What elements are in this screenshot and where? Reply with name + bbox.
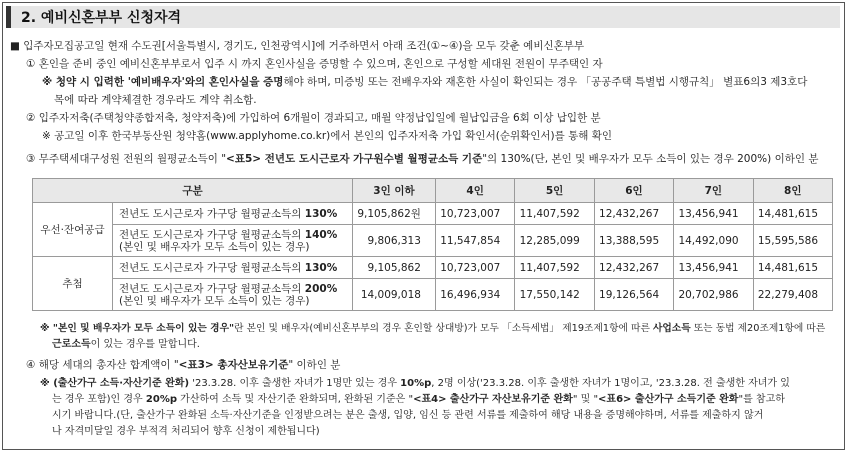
income-note: ※ "본인 및 배우자가 모두 소득이 있는 경우"란 본인 및 배우자(예비신혼부부의 경우 혼인할 상대방)가 모두 「소득세법」 제19조제1항에 따른 사업소득 또는 동법 제20조제1항에 따른 [40,323,826,334]
row-desc: 전년도 도시근로자 가구당 월평균소득의 200% (본인 및 배우자가 모두 소득이 있는 경우) [113,279,353,311]
birth-note-cont-3: 나 자격미달일 경우 부적격 처리되어 향후 신청이 제한됩니다) [52,426,320,437]
table-cell: 10,723,007 [435,257,514,279]
condition-2-note: ※ 공고일 이후 한국부동산원 청약홈(www.applyhome.co.kr)에서 본인의 입주자저축 가입 확인서(순위확인서)를 통해 확인 [42,130,613,142]
condition-1-note-rest: 해야 하며, 미증빙 또는 전배우자와 재혼한 사실이 확인되는 경우 「공공주택 특별법 시행규칙」 별표6의3 제3호다 [283,76,808,88]
table-cell: 14,481,615 [753,203,832,225]
condition-3 [26,152,818,166]
table-cell: 22,279,408 [753,279,832,311]
row-desc: 전년도 도시근로자 가구당 월평균소득의 140% (본인 및 배우자가 모두 소득이 있는 경우) [113,225,353,257]
row-desc: 전년도 도시근로자 가구당 월평균소득의 130% [113,203,353,225]
table-cell: 11,547,854 [435,225,514,257]
table-cell: 16,496,934 [435,279,514,311]
row-desc: 전년도 도시근로자 가구당 월평균소득의 130% [113,257,353,279]
table-cell: 11,407,592 [515,203,594,225]
table-cell: 20,702,986 [674,279,753,311]
table-cell: 14,481,615 [753,257,832,279]
table-cell: 12,432,267 [594,203,673,225]
table-header-row [33,179,833,203]
table-cell: 13,456,941 [674,257,753,279]
condition-1-note-cont: 목에 따라 계약체결한 경우라도 계약 취소함. [54,94,257,106]
condition-1-note-bold: ※ 청약 시 입력한 '예비배우자'와의 혼인사실을 증명 [42,76,284,88]
section-title: 2. 예비신혼부부 신청자격 [21,10,182,26]
income-note-cont: 근로소득이 있는 경우를 말합니다. [52,339,200,350]
condition-3-bold: <표5> 전년도 도시근로자 가구원수별 월평균소득 기준 [226,153,483,165]
table-row [33,257,833,279]
table-cell: 14,492,090 [674,225,753,257]
table-row [33,225,833,257]
header-4: 4인 [435,179,514,203]
condition-3-pre: ③ 무주택세대구성원 전원의 월평균소득이 " [26,153,227,165]
income-table [32,178,833,311]
header-5: 5인 [515,179,594,203]
condition-4: ④ 해당 세대의 총자산 합계액이 "<표3> 총자산보유기준" 이하인 분 [26,359,341,371]
header-8: 8인 [753,179,832,203]
table-cell: 19,126,564 [594,279,673,311]
table-cell: 12,285,099 [515,225,594,257]
condition-3-post: "의 130%(단, 본인 및 배우자가 모두 소득이 있는 경우 200%) 이하인 분 [482,153,819,165]
condition-2: ② 입주자저축(주택청약종합저축, 청약저축)에 가입하여 6개월이 경과되고, 매월 약정납입일에 월납입금을 6회 이상 납입한 분 [26,112,601,124]
condition-1: ① 혼인을 준비 중인 예비신혼부부로서 입주 시 까지 혼인사실을 증명할 수 있으며, 혼인으로 구성할 세대원 전원이 무주택인 자 [26,58,603,70]
table-cell: 9,806,313 [353,225,436,257]
table-cell: 13,456,941 [674,203,753,225]
condition-1-note [42,75,807,89]
table-row [33,279,833,311]
table-cell: 11,407,592 [515,257,594,279]
birth-note-cont-2: 시기 바랍니다.(단, 출산가구 완화된 소득·자산기준을 인정받으려는 분은 출생, 입양, 임신 등 관련 서류를 제출하여 해당 내용을 증명해야하며, 서류를 제출하지 않거 [52,410,764,421]
section-title-bar [6,6,840,28]
table-cell: 15,595,586 [753,225,832,257]
table-cell: 14,009,018 [353,279,436,311]
table-cell: 9,105,862원 [353,203,436,225]
table-cell: 12,432,267 [594,257,673,279]
table-cell: 13,388,595 [594,225,673,257]
birth-note-cont-1: 는 경우 포함)인 경우 20%p 가산하여 소득 및 자산기준 완화되며, 완화된 기준은 "<표4> 출산가구 자산보유기준 완화" 및 "<표6> 출산가구 소득기준 완화"를 참고하 [52,394,785,405]
header-category: 구분 [33,179,353,203]
header-6: 6인 [594,179,673,203]
table-cell: 10,723,007 [435,203,514,225]
group-priority: 우선·잔여공급 [33,203,113,257]
header-3: 3인 이하 [353,179,436,203]
intro-line: ■ 입주자모집공고일 현재 수도권[서울특별시, 경기도, 인천광역시]에 거주하면서 아래 조건(①~④)을 모두 갖춘 예비신혼부부 [10,40,585,52]
table-row [33,203,833,225]
table-cell: 9,105,862 [353,257,436,279]
header-7: 7인 [674,179,753,203]
birth-note: ※ (출산가구 소득·자산기준 완화) '23.3.28. 이후 출생한 자녀가 1명만 있는 경우 10%p, 2명 이상('23.3.28. 이후 출생한 자녀가 1명이고, '23.3.28. 전 출생한 자녀가 있 [40,378,790,389]
table-cell: 17,550,142 [515,279,594,311]
group-lottery: 추첨 [33,257,113,311]
